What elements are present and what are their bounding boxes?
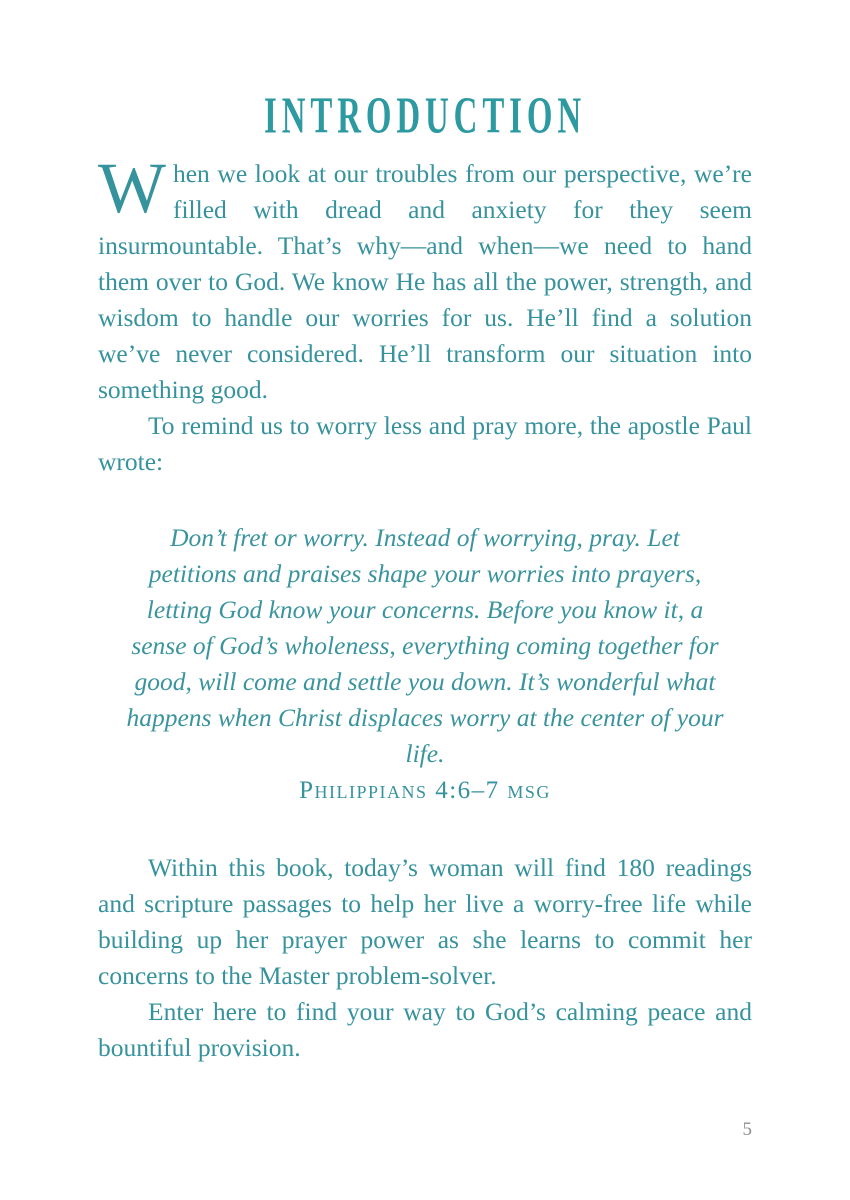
closing-paragraph-2: Enter here to find your way to God’s calming peace and bountiful provision. <box>98 997 752 1062</box>
lead-in-paragraph: To remind us to worry less and pray more, the apostle Paul wrote: <box>98 411 752 476</box>
intro-paragraph <box>98 148 752 408</box>
scripture-quote-block <box>125 520 725 808</box>
page-number: 5 <box>742 1119 752 1140</box>
title-container <box>0 0 850 146</box>
page-content <box>98 148 752 1066</box>
intro-paragraph-text: hen we look at our troubles from our perspective, we’re filled with dread and anxiety for they seem insurmountable. That’s why—and when—we need to hand them over to God. We know He has all the power, strength, and wisdom to handle our worries for us. He’ll find a solution we’ve never considered. He’ll transform our situation into something good. <box>98 159 752 404</box>
page-title: INTRODUCTION <box>263 87 587 146</box>
scripture-attribution: Philippians 4:6–7 msg <box>299 777 551 804</box>
closing-paragraph-1: Within this book, today’s woman will find 180 readings and scripture passages to help her live a worry-free life while building up her prayer power as she learns to commit her concerns to the Master problem-solver. <box>98 853 752 990</box>
closing-section <box>98 850 752 1066</box>
scripture-quote-text: Don’t fret or worry. Instead of worrying, pray. Let petitions and praises shape your worries into prayers, letting God know your concerns. Before you know it, a sense of God’s wholeness, everything coming together for good, will come and settle you down. It’s wonderful what happens when Christ displaces worry at the center of your life. <box>126 523 724 768</box>
drop-cap: W <box>98 148 166 228</box>
